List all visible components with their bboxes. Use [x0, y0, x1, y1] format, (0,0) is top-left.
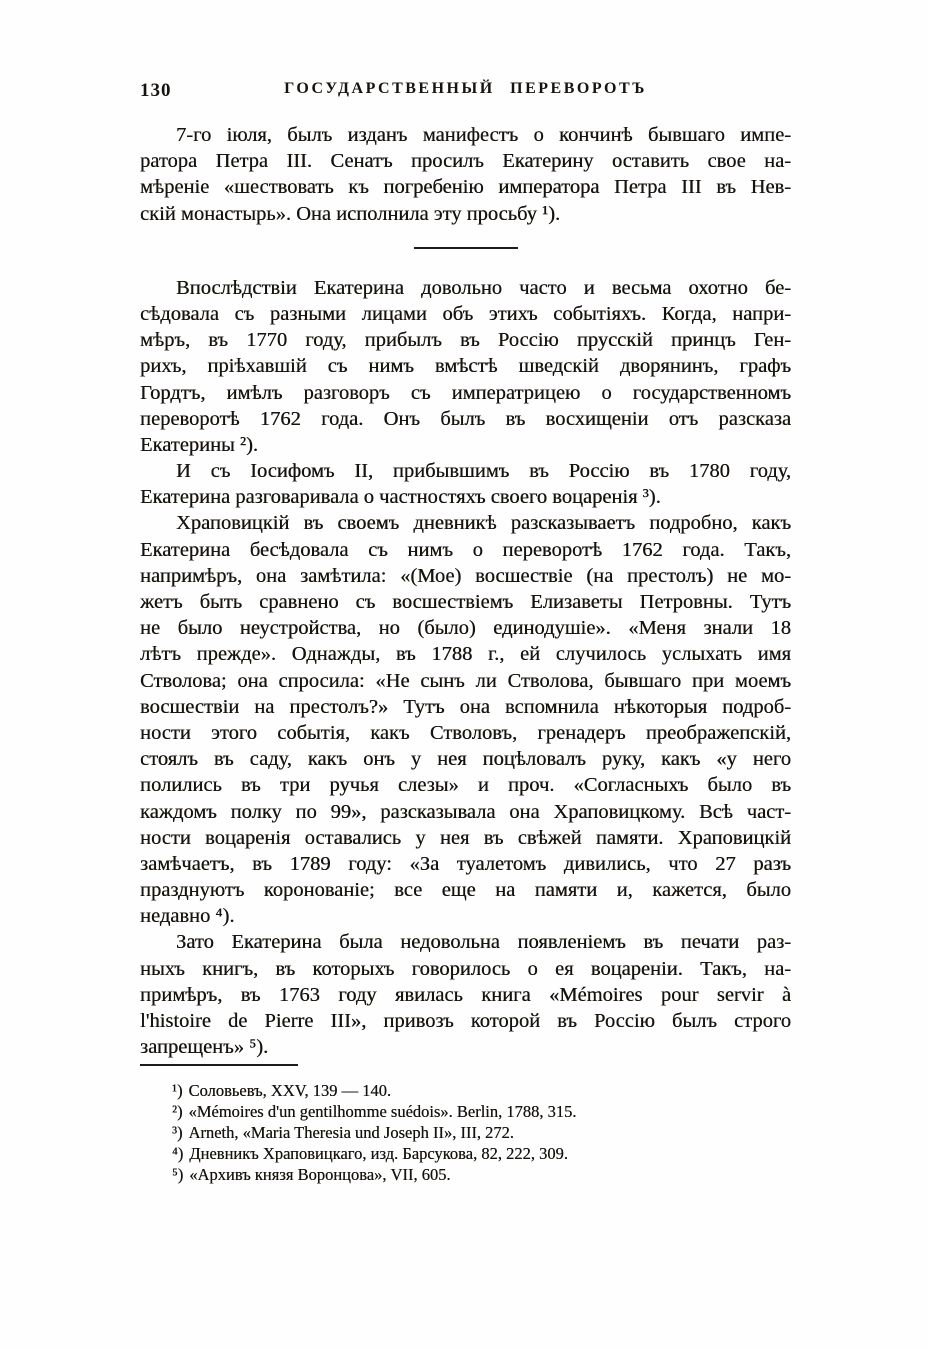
text-line: празднуютъ коронованіе; все еще на памяти и, кажется, было: [140, 879, 791, 902]
footnotes-section: [140, 1064, 791, 1185]
text-line: стоялъ въ саду, какъ онъ у нея поцѣловалъ руку, какъ «у него: [140, 748, 791, 771]
footnote: [140, 1080, 791, 1101]
text-line: 7-го іюля, былъ изданъ манифестъ о кончинѣ бывшаго импе-: [176, 124, 791, 146]
text-line: Храповицкій въ своемъ дневникѣ разсказываетъ подробно, какъ: [176, 512, 791, 535]
footnote: [140, 1101, 791, 1122]
paragraph: [140, 929, 791, 1060]
text-line: замѣчаетъ, въ 1789 году: «За туалетомъ дивились, что 27 разъ: [140, 852, 791, 875]
text-line: мѣръ, въ 1770 году, прибылъ въ Россію прусскій принцъ Ген-: [140, 329, 791, 352]
text-line: ности воцаренія оставались у нея въ свѣжей памяти. Храповицкій: [140, 826, 791, 849]
footnote-text: «Архивъ князя Воронцова», VII, 605.: [189, 1165, 451, 1184]
text-line: не было неустройства, но (было) единодушіе». «Меня знали 18: [140, 617, 791, 640]
text-line: сѣдовала съ разными лицами объ этихъ событіяхъ. Когда, напри-: [140, 302, 791, 325]
footnote-text: Arneth, «Maria Theresia und Joseph II», III, 272.: [188, 1123, 514, 1142]
footnote-marker: ⁴): [172, 1144, 184, 1163]
running-title: ГОСУДАРСТВЕННЫЙ ПЕРЕВОРОТЪ: [284, 80, 647, 97]
footnote-list: [140, 1080, 791, 1185]
footnote-text: «Mémoires d'un gentilhomme suédois». Berlin, 1788, 315.: [188, 1102, 577, 1121]
footnote-text: Соловьевъ, XXV, 139 — 140.: [188, 1081, 392, 1100]
main-text: [140, 275, 791, 1061]
text-line: Стволова; она спросила: «Не сынъ ли Стволова, бывшаго при моемъ: [140, 669, 791, 692]
paragraph: [140, 510, 791, 929]
text-line: l'histoire de Pierre III», привозъ которой въ Россію былъ строго: [140, 1010, 791, 1032]
text-line: рихъ, пріѣхавшій съ нимъ вмѣстѣ шведскій дворянинъ, графъ: [140, 355, 791, 378]
text-line: ныхъ книгъ, въ которыхъ говорилось о ея воцареніи. Такъ, на-: [140, 957, 791, 980]
footnote: [140, 1143, 791, 1164]
text-line: Екатерина разговаривала о частностяхъ своего воцаренія ³).: [140, 486, 661, 509]
text-line: Впослѣдствіи Екатерина довольно часто и весьма охотно бе-: [176, 276, 791, 299]
text-line: напримѣръ, она замѣтила: «(Мое) восшествіе (на престолъ) не мо-: [140, 564, 791, 587]
text-line: Гордтъ, имѣлъ разговоръ съ императрицею о государственномъ: [140, 381, 791, 404]
text-line: Зато Екатерина была недовольна появленіемъ въ печати раз-: [176, 931, 791, 954]
footnote-marker: ¹): [172, 1081, 183, 1100]
text-line: жетъ быть сравнено съ восшествіемъ Елизаветы Петровны. Тутъ: [140, 591, 791, 613]
text-line: Екатерина бесѣдовала съ нимъ о переворотѣ 1762 года. Такъ,: [140, 538, 791, 561]
text-line: полились въ три ручья слезы» и проч. «Согласныхъ было въ: [140, 774, 791, 797]
paragraph: [140, 458, 791, 510]
footnote: [140, 1164, 791, 1185]
text-line: Екатерины ²).: [140, 433, 258, 456]
footnote-marker: ⁵): [172, 1165, 184, 1184]
text-line: примѣръ, въ 1763 году явилась книга «Mémoires pour servir à: [140, 983, 791, 1006]
paragraph: [140, 275, 791, 458]
text-line: переворотѣ 1762 года. Онъ былъ въ восхищеніи отъ разсказа: [140, 407, 791, 430]
text-line: недавно ⁴).: [140, 905, 235, 928]
section-divider: [414, 247, 518, 249]
text-line: ратора Петра III. Сенатъ просилъ Екатерину оставить свое на-: [140, 150, 791, 173]
text-line: запрещенъ» ⁵).: [140, 1036, 269, 1059]
text-line: скій монастырь». Она исполнила эту просьбу ¹).: [140, 202, 561, 225]
text-line: ности этого событія, какъ Стволовъ, гренадеръ преображепскій,: [140, 721, 791, 744]
text-line: мѣреніе «шествовать къ погребенію императора Петра III въ Нев-: [140, 176, 791, 199]
footnote-marker: ³): [172, 1123, 183, 1142]
text-line: каждомъ полку по 99», разсказывала она Храповицкому. Всѣ част-: [140, 800, 791, 823]
footnote: [140, 1122, 791, 1143]
text-line: И съ Іосифомъ II, прибывшимъ въ Россію въ 1780 году,: [176, 460, 791, 483]
text-line: лѣтъ прежде». Однажды, въ 1788 г., ей случилось услыхать имя: [140, 643, 791, 666]
page-number: 130: [140, 80, 172, 101]
footnote-text: Дневникъ Храповицкаго, изд. Барсукова, 82, 222, 309.: [189, 1144, 568, 1163]
body-text: [140, 122, 791, 1060]
text-line: восшествіи на престолъ?» Тутъ она вспомнила нѣкоторыя подроб-: [140, 695, 791, 718]
intro-paragraph: [140, 122, 791, 227]
running-head: [140, 80, 791, 104]
footnote-marker: ²): [172, 1102, 183, 1121]
footnote-rule: [140, 1064, 298, 1066]
